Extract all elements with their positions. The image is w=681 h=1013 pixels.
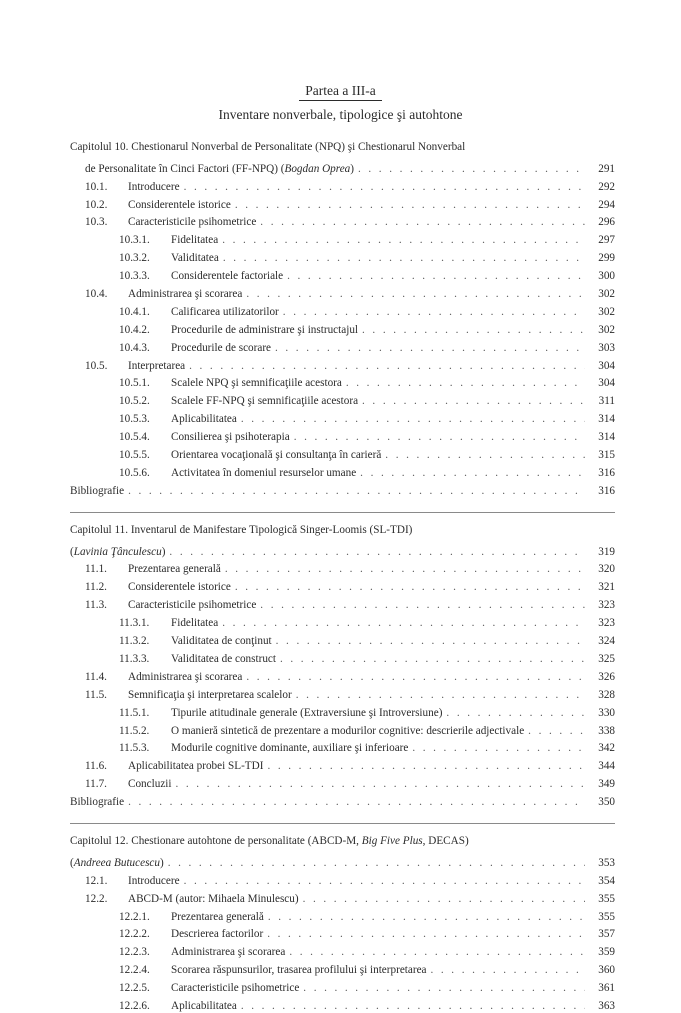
- entry-number: 10.3.3.: [119, 270, 150, 283]
- entry-number: 11.5.1.: [119, 706, 150, 719]
- entry-number: 11.3.: [85, 599, 107, 612]
- leader-dots: [362, 323, 585, 337]
- page-number: 354: [598, 874, 615, 887]
- entry-title: Prezentarea generală: [128, 563, 221, 576]
- entry-title: Prezentarea generală: [171, 910, 264, 923]
- leader-dots: [128, 795, 585, 809]
- leader-dots: [412, 741, 585, 755]
- chapter-heading-cont[interactable]: de Personalitate în Cinci Factori (FF-NPQ) (Bogdan Oprea) . . . 291: [70, 158, 615, 176]
- entry-number: 12.2.4.: [119, 964, 150, 977]
- page-number: 323: [598, 599, 615, 612]
- leader-dots: [235, 198, 585, 212]
- toc-entry[interactable]: [70, 576, 615, 594]
- toc-entry[interactable]: [70, 738, 615, 756]
- page-number: 321: [598, 581, 615, 594]
- entry-title: Bibliografie: [70, 484, 125, 497]
- entry-number: 11.3.3.: [119, 652, 150, 665]
- toc-entry[interactable]: [70, 301, 615, 319]
- entry-title: Considerentele factoriale: [171, 270, 284, 283]
- leader-dots: [287, 269, 585, 283]
- entry-title: Administrarea şi scorarea: [171, 946, 286, 959]
- chapter-heading-cont[interactable]: (Andreea Butucescu) . . . 353: [70, 852, 615, 870]
- leader-dots: [303, 892, 585, 906]
- toc-entry[interactable]: [70, 684, 615, 702]
- toc-entry[interactable]: [70, 630, 615, 648]
- entry-title: Aplicabilitatea: [171, 413, 237, 426]
- page-number: 357: [598, 928, 615, 941]
- entry-title: Scalele NPQ şi semnificaţiile acestora: [171, 377, 342, 390]
- entry-title: Interpretarea: [128, 359, 186, 372]
- entry-title: Validitatea de construct: [171, 652, 276, 665]
- chapter-heading: Capitolul 10. Chestionarul Nonverbal de Personalitate (NPQ) şi Chestionarul Nonverbal: [70, 141, 466, 153]
- entry-number: 11.2.: [85, 581, 107, 594]
- chapter-divider: [70, 512, 615, 513]
- page-number: 304: [598, 377, 615, 390]
- leader-dots: [128, 484, 585, 498]
- toc-entry[interactable]: [70, 229, 615, 247]
- entry-title: Caracteristicile psihometrice: [128, 216, 257, 229]
- toc-entry[interactable]: [70, 212, 615, 230]
- leader-dots: [296, 688, 585, 702]
- page-number: 323: [598, 617, 615, 630]
- page-number: 302: [598, 288, 615, 301]
- leader-dots: [280, 652, 585, 666]
- entry-number: 11.5.: [85, 688, 107, 701]
- entry-title: Aplicabilitatea: [171, 999, 237, 1012]
- chapter-heading: Capitolul 12. Chestionare autohtone de personalitate (ABCD-M, Big Five Plus, DECAS): [70, 835, 469, 848]
- leader-dots: [275, 341, 585, 355]
- entry-number: 10.5.4.: [119, 431, 150, 444]
- entry-number: 12.2.6.: [119, 999, 150, 1012]
- toc-entry[interactable]: [70, 444, 615, 462]
- toc-entry[interactable]: [70, 247, 615, 265]
- entry-number: 10.4.3.: [119, 341, 150, 354]
- chapter-heading: Capitolul 11. Inventarul de Manifestare Tipologică Singer-Loomis (SL-TDI): [70, 523, 413, 536]
- entry-number: 10.4.2.: [119, 323, 150, 336]
- entry-title: Bibliografie: [70, 796, 125, 809]
- page-number: 320: [598, 563, 615, 576]
- toc-entry[interactable]: [70, 319, 615, 337]
- entry-title: Caracteristicile psihometrice: [171, 982, 300, 995]
- toc-entry[interactable]: [70, 959, 615, 977]
- leader-dots: [289, 945, 585, 959]
- entry-number: 10.3.1.: [119, 234, 150, 247]
- page-number: 344: [598, 760, 615, 773]
- leader-dots: [385, 448, 585, 462]
- page-number: 342: [598, 742, 615, 755]
- page-number: 330: [598, 706, 615, 719]
- entry-number: 10.5.3.: [119, 413, 150, 426]
- toc-entry[interactable]: [70, 408, 615, 426]
- page-number: 338: [598, 724, 615, 737]
- leader-dots: [303, 981, 585, 995]
- page-number: 315: [598, 449, 615, 462]
- page-number: 349: [598, 778, 615, 791]
- chapter-heading-cont[interactable]: (Lavinia Ţânculescu) . . . 319: [70, 541, 615, 559]
- leader-dots: [446, 706, 585, 720]
- page-number: 361: [598, 982, 615, 995]
- leader-dots: [184, 180, 585, 194]
- entry-title: Aplicabilitatea probei SL-TDI: [128, 760, 264, 773]
- entry-number: 10.4.: [85, 288, 108, 301]
- toc-entry[interactable]: [70, 265, 615, 283]
- toc-entry[interactable]: [70, 355, 615, 373]
- entry-number: 10.5.1.: [119, 377, 150, 390]
- leader-dots: [362, 394, 585, 408]
- toc-entry[interactable]: [70, 176, 615, 194]
- part-subtitle: Inventare nonverbale, tipologice şi autohtone: [218, 107, 463, 122]
- table-of-contents: [70, 140, 615, 1013]
- entry-title: Orientarea vocaţională şi consultanţa în carieră: [171, 449, 382, 462]
- entry-number: 12.2.5.: [119, 982, 150, 995]
- page-number: 316: [598, 484, 615, 497]
- leader-dots: [189, 359, 585, 373]
- toc-entry[interactable]: [70, 755, 615, 773]
- leader-dots: [276, 634, 585, 648]
- entry-number: 10.3.: [85, 216, 108, 229]
- entry-number: 10.5.5.: [119, 449, 150, 462]
- toc-entry[interactable]: [70, 337, 615, 355]
- toc-entry[interactable]: [70, 594, 615, 612]
- toc-entry[interactable]: [70, 373, 615, 391]
- entry-number: 11.3.2.: [119, 635, 150, 648]
- leader-dots: [267, 927, 585, 941]
- entry-title: Introducere: [128, 874, 180, 887]
- entry-title: Scorarea răspunsurilor, trasarea profilului şi interpretarea: [171, 964, 427, 977]
- entry-title: Administrarea şi scorarea: [128, 288, 243, 301]
- toc-entry[interactable]: [70, 791, 615, 809]
- toc-entry[interactable]: [70, 426, 615, 444]
- entry-title: Activitatea în domeniul resurselor umane: [171, 466, 357, 479]
- toc-entry[interactable]: [70, 906, 615, 924]
- entry-title: Administrarea şi scorarea: [128, 670, 243, 683]
- entry-title: Fidelitatea: [171, 617, 219, 630]
- entry-number: 11.7.: [85, 778, 107, 791]
- page-number: 296: [598, 216, 615, 229]
- page-number: 324: [598, 635, 615, 648]
- entry-number: 11.1.: [85, 563, 107, 576]
- leader-dots: [223, 251, 585, 265]
- page-number: 353: [598, 856, 615, 869]
- page-number: 359: [598, 946, 615, 959]
- toc-entry[interactable]: [70, 977, 615, 995]
- leader-dots: [346, 376, 585, 390]
- toc-entry[interactable]: [70, 773, 615, 791]
- entry-title: Considerentele istorice: [128, 198, 231, 211]
- entry-number: 11.3.1.: [119, 617, 150, 630]
- entry-number: 11.6.: [85, 760, 107, 773]
- leader-dots: [241, 412, 585, 426]
- entry-title: Descrierea factorilor: [171, 928, 264, 941]
- page-number: 326: [598, 670, 615, 683]
- toc-entry[interactable]: [70, 648, 615, 666]
- page-number: 302: [598, 305, 615, 318]
- entry-title: Fidelitatea: [171, 234, 219, 247]
- entry-number: 10.1.: [85, 180, 108, 193]
- page-number: 328: [598, 688, 615, 701]
- toc-entry[interactable]: [70, 194, 615, 212]
- page-number: 314: [598, 431, 615, 444]
- leader-dots: [184, 874, 585, 888]
- page-number: 300: [598, 270, 615, 283]
- leader-dots: [235, 580, 585, 594]
- page-number: 297: [598, 234, 615, 247]
- toc-entry[interactable]: [70, 888, 615, 906]
- leader-dots: [431, 963, 585, 977]
- entry-title: Validitatea: [171, 252, 219, 265]
- page-number: 299: [598, 252, 615, 265]
- entry-title: Procedurile de scorare: [171, 341, 272, 354]
- entry-title: ABCD-M (autor: Mihaela Minulescu): [128, 892, 299, 905]
- toc-entry[interactable]: [70, 390, 615, 408]
- page-number: 291: [598, 162, 615, 175]
- page-number: 355: [598, 910, 615, 923]
- page-number: 292: [598, 180, 615, 193]
- page-number: 325: [598, 652, 615, 665]
- leader-dots: [267, 759, 585, 773]
- page-number: 360: [598, 964, 615, 977]
- page-number: 302: [598, 323, 615, 336]
- leader-dots: [222, 616, 585, 630]
- toc-entry[interactable]: [70, 480, 615, 498]
- toc-entry[interactable]: [70, 462, 615, 480]
- part-title: Partea a III-a: [0, 83, 681, 99]
- page-number: 304: [598, 359, 615, 372]
- entry-title: Considerentele istorice: [128, 581, 231, 594]
- leader-dots: [225, 562, 585, 576]
- entry-number: 12.2.3.: [119, 946, 150, 959]
- entry-number: 11.5.3.: [119, 742, 150, 755]
- page-number: 355: [598, 892, 615, 905]
- page-number: 363: [598, 999, 615, 1012]
- leader-dots: [222, 233, 585, 247]
- leader-dots: [283, 305, 585, 319]
- entry-title: Calificarea utilizatorilor: [171, 305, 279, 318]
- entry-number: 10.5.: [85, 359, 108, 372]
- page-number: 316: [598, 466, 615, 479]
- leader-dots: [268, 910, 585, 924]
- toc-entry[interactable]: [70, 720, 615, 738]
- chapter-divider: [70, 823, 615, 824]
- entry-number: 11.4.: [85, 670, 107, 683]
- entry-title: O manieră sintetică de prezentare a modurilor cognitive: descrierile adjectivale: [171, 724, 525, 737]
- toc-entry[interactable]: [70, 702, 615, 720]
- entry-number: 12.1.: [85, 874, 108, 887]
- entry-title: Scalele FF-NPQ şi semnificaţiile acestora: [171, 395, 359, 408]
- page-number: 311: [598, 395, 615, 408]
- toc-entry[interactable]: [70, 941, 615, 959]
- entry-title: Consilierea şi psihoterapia: [171, 431, 290, 444]
- toc-entry[interactable]: [70, 283, 615, 301]
- page-number: 294: [598, 198, 615, 211]
- entry-number: 11.5.2.: [119, 724, 150, 737]
- leader-dots: [260, 215, 585, 229]
- entry-title: Tipurile atitudinale generale (Extraversiune şi Introversiune): [171, 706, 443, 719]
- leader-dots: [246, 670, 585, 684]
- entry-number: 10.5.6.: [119, 466, 150, 479]
- leader-dots: [294, 430, 585, 444]
- entry-number: 10.4.1.: [119, 305, 150, 318]
- toc-entry[interactable]: [70, 666, 615, 684]
- entry-title: Introducere: [128, 180, 180, 193]
- leader-dots: [360, 466, 585, 480]
- entry-title: Procedurile de administrare şi instructajul: [171, 323, 359, 336]
- entry-title: Concluzii: [128, 778, 172, 791]
- leader-dots: [528, 724, 585, 738]
- toc-entry[interactable]: [70, 995, 615, 1013]
- entry-number: 12.2.: [85, 892, 108, 905]
- leader-dots: [260, 598, 585, 612]
- entry-title: Validitatea de conţinut: [171, 635, 272, 648]
- page-number: 319: [598, 545, 615, 558]
- toc-entry[interactable]: [70, 612, 615, 630]
- entry-number: 12.2.1.: [119, 910, 150, 923]
- toc-entry[interactable]: [70, 924, 615, 942]
- entry-title: Semnificaţia şi interpretarea scalelor: [128, 688, 292, 701]
- entry-title: Modurile cognitive dominante, auxiliare şi inferioare: [171, 742, 409, 755]
- entry-number: 12.2.2.: [119, 928, 150, 941]
- leader-dots: [241, 999, 585, 1013]
- entry-number: 10.3.2.: [119, 252, 150, 265]
- toc-entry[interactable]: [70, 870, 615, 888]
- entry-number: 10.2.: [85, 198, 108, 211]
- entry-title: Caracteristicile psihometrice: [128, 599, 257, 612]
- toc-entry[interactable]: [70, 559, 615, 577]
- leader-dots: [176, 777, 586, 791]
- page-number: 303: [598, 341, 615, 354]
- entry-number: 10.5.2.: [119, 395, 150, 408]
- page-number: 350: [598, 796, 615, 809]
- page-number: 314: [598, 413, 615, 426]
- leader-dots: [246, 287, 585, 301]
